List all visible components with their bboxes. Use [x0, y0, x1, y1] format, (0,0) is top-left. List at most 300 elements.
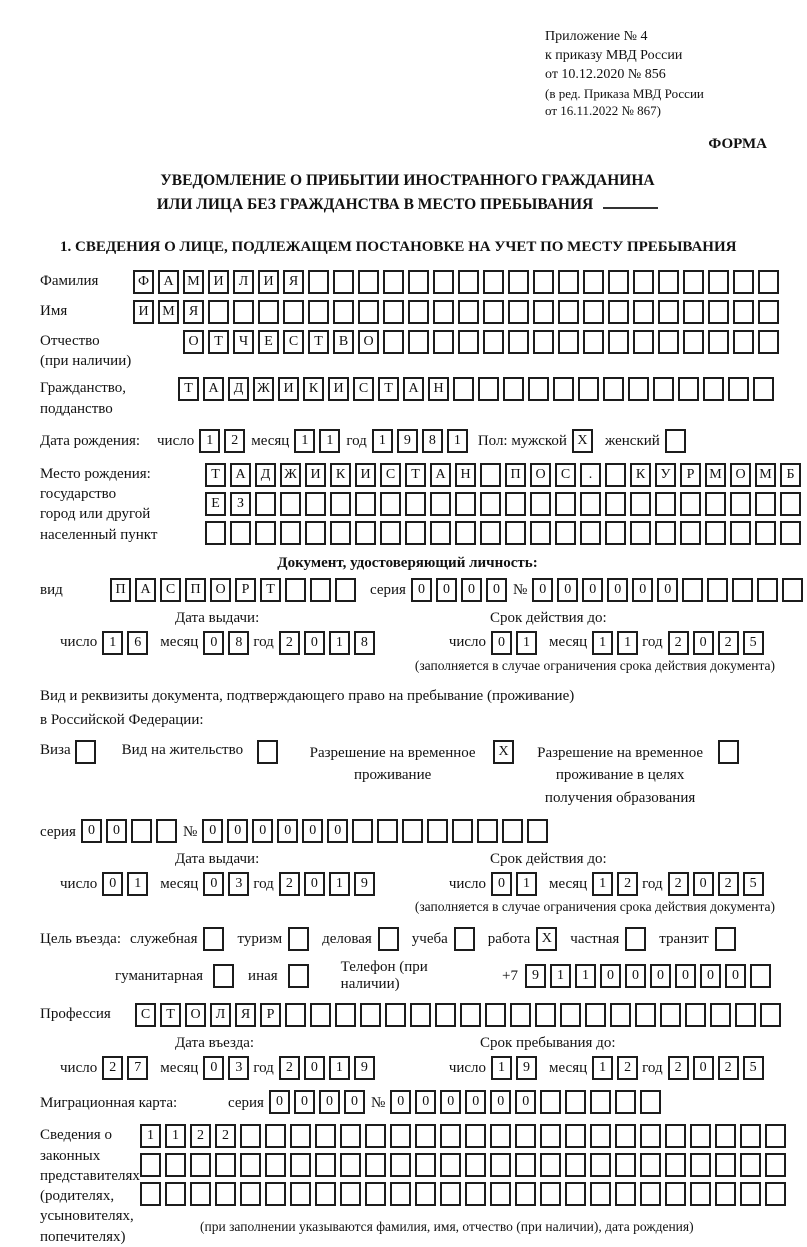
char-box[interactable]: Ч: [233, 330, 254, 354]
char-box[interactable]: [460, 1003, 481, 1027]
char-box[interactable]: [715, 927, 736, 951]
char-box[interactable]: [280, 521, 301, 545]
char-box[interactable]: О: [730, 463, 751, 487]
char-box[interactable]: [433, 330, 454, 354]
char-box[interactable]: 0: [700, 964, 721, 988]
char-box[interactable]: [505, 492, 526, 516]
char-box[interactable]: [380, 492, 401, 516]
char-box[interactable]: 0: [304, 872, 325, 896]
char-box[interactable]: [480, 463, 501, 487]
char-box[interactable]: [608, 270, 629, 294]
char-box[interactable]: [340, 1153, 361, 1177]
char-box[interactable]: 2: [617, 872, 638, 896]
char-box[interactable]: 0: [625, 964, 646, 988]
char-box[interactable]: 2: [718, 631, 739, 655]
char-box[interactable]: Т: [208, 330, 229, 354]
char-box[interactable]: [427, 819, 448, 843]
char-box[interactable]: 3: [228, 1056, 249, 1080]
char-box[interactable]: [608, 300, 629, 324]
char-box[interactable]: [740, 1124, 761, 1148]
char-box[interactable]: К: [330, 463, 351, 487]
char-box[interactable]: 1: [372, 429, 393, 453]
char-box[interactable]: 3: [228, 872, 249, 896]
char-box[interactable]: [383, 330, 404, 354]
char-box[interactable]: [265, 1124, 286, 1148]
char-box[interactable]: [683, 330, 704, 354]
char-box[interactable]: [540, 1182, 561, 1206]
char-box[interactable]: [583, 330, 604, 354]
char-box[interactable]: [758, 270, 779, 294]
char-box[interactable]: [683, 270, 704, 294]
char-box[interactable]: [583, 270, 604, 294]
char-box[interactable]: 2: [668, 631, 689, 655]
char-box[interactable]: [405, 521, 426, 545]
char-box[interactable]: [390, 1124, 411, 1148]
char-box[interactable]: 2: [668, 872, 689, 896]
char-box[interactable]: [308, 300, 329, 324]
char-box[interactable]: [735, 1003, 756, 1027]
char-box[interactable]: [565, 1153, 586, 1177]
char-box[interactable]: 2: [718, 872, 739, 896]
char-box[interactable]: 2: [668, 1056, 689, 1080]
char-box[interactable]: [140, 1153, 161, 1177]
char-box[interactable]: 0: [693, 631, 714, 655]
char-box[interactable]: [540, 1090, 561, 1114]
char-box[interactable]: 0: [515, 1090, 536, 1114]
char-box[interactable]: К: [630, 463, 651, 487]
char-box[interactable]: [330, 492, 351, 516]
char-box[interactable]: [285, 1003, 306, 1027]
char-box[interactable]: [490, 1124, 511, 1148]
char-box[interactable]: [718, 740, 739, 764]
char-box[interactable]: 2: [617, 1056, 638, 1080]
char-box[interactable]: 0: [294, 1090, 315, 1114]
char-box[interactable]: [665, 1153, 686, 1177]
char-box[interactable]: Ж: [280, 463, 301, 487]
char-box[interactable]: [283, 300, 304, 324]
char-box[interactable]: Н: [455, 463, 476, 487]
char-box[interactable]: [355, 492, 376, 516]
char-box[interactable]: 0: [81, 819, 102, 843]
char-box[interactable]: У: [655, 463, 676, 487]
char-box[interactable]: [415, 1124, 436, 1148]
char-box[interactable]: [131, 819, 152, 843]
char-box[interactable]: [690, 1124, 711, 1148]
char-box[interactable]: 1: [319, 429, 340, 453]
char-box[interactable]: 2: [190, 1124, 211, 1148]
char-box[interactable]: С: [555, 463, 576, 487]
char-box[interactable]: [285, 578, 306, 602]
char-box[interactable]: С: [135, 1003, 156, 1027]
char-box[interactable]: 0: [304, 631, 325, 655]
char-box[interactable]: С: [380, 463, 401, 487]
char-box[interactable]: 1: [329, 631, 350, 655]
char-box[interactable]: О: [210, 578, 231, 602]
char-box[interactable]: [733, 300, 754, 324]
char-box[interactable]: [415, 1182, 436, 1206]
char-box[interactable]: [365, 1182, 386, 1206]
char-box[interactable]: [408, 300, 429, 324]
char-box[interactable]: 2: [279, 872, 300, 896]
char-box[interactable]: Д: [228, 377, 249, 401]
char-box[interactable]: [140, 1182, 161, 1206]
char-box[interactable]: 0: [415, 1090, 436, 1114]
char-box[interactable]: Б: [780, 463, 801, 487]
char-box[interactable]: [658, 330, 679, 354]
char-box[interactable]: [685, 1003, 706, 1027]
char-box[interactable]: 9: [397, 429, 418, 453]
char-box[interactable]: [453, 377, 474, 401]
char-box[interactable]: [315, 1153, 336, 1177]
char-box[interactable]: [477, 819, 498, 843]
char-box[interactable]: П: [110, 578, 131, 602]
char-box[interactable]: 0: [491, 631, 512, 655]
char-box[interactable]: [505, 521, 526, 545]
char-box[interactable]: [288, 927, 309, 951]
char-box[interactable]: [765, 1153, 786, 1177]
char-box[interactable]: [558, 270, 579, 294]
char-box[interactable]: [732, 578, 753, 602]
char-box[interactable]: [465, 1153, 486, 1177]
char-box[interactable]: [502, 819, 523, 843]
char-box[interactable]: С: [283, 330, 304, 354]
char-box[interactable]: П: [185, 578, 206, 602]
char-box[interactable]: 0: [304, 1056, 325, 1080]
char-box[interactable]: [585, 1003, 606, 1027]
char-box[interactable]: [452, 819, 473, 843]
char-box[interactable]: 0: [203, 1056, 224, 1080]
char-box[interactable]: [480, 492, 501, 516]
char-box[interactable]: [635, 1003, 656, 1027]
char-box[interactable]: С: [353, 377, 374, 401]
char-box[interactable]: 2: [279, 631, 300, 655]
char-box[interactable]: [590, 1090, 611, 1114]
char-box[interactable]: [633, 270, 654, 294]
char-box[interactable]: X: [493, 740, 514, 764]
char-box[interactable]: [565, 1182, 586, 1206]
char-box[interactable]: [715, 1182, 736, 1206]
char-box[interactable]: 0: [102, 872, 123, 896]
char-box[interactable]: [280, 492, 301, 516]
char-box[interactable]: 0: [486, 578, 507, 602]
char-box[interactable]: [480, 521, 501, 545]
char-box[interactable]: 1: [329, 1056, 350, 1080]
char-box[interactable]: [682, 578, 703, 602]
char-box[interactable]: [478, 377, 499, 401]
char-box[interactable]: [715, 1124, 736, 1148]
char-box[interactable]: [352, 819, 373, 843]
char-box[interactable]: 6: [127, 631, 148, 655]
char-box[interactable]: С: [160, 578, 181, 602]
char-box[interactable]: [383, 300, 404, 324]
char-box[interactable]: [265, 1153, 286, 1177]
char-box[interactable]: [655, 492, 676, 516]
char-box[interactable]: [165, 1153, 186, 1177]
char-box[interactable]: [458, 270, 479, 294]
char-box[interactable]: [508, 300, 529, 324]
char-box[interactable]: [465, 1124, 486, 1148]
char-box[interactable]: [430, 521, 451, 545]
char-box[interactable]: [510, 1003, 531, 1027]
char-box[interactable]: 1: [329, 872, 350, 896]
char-box[interactable]: М: [183, 270, 204, 294]
char-box[interactable]: [383, 270, 404, 294]
char-box[interactable]: 0: [657, 578, 678, 602]
char-box[interactable]: [290, 1124, 311, 1148]
char-box[interactable]: [710, 1003, 731, 1027]
char-box[interactable]: 0: [319, 1090, 340, 1114]
char-box[interactable]: [733, 270, 754, 294]
char-box[interactable]: 0: [465, 1090, 486, 1114]
char-box[interactable]: [310, 1003, 331, 1027]
char-box[interactable]: А: [203, 377, 224, 401]
char-box[interactable]: [458, 300, 479, 324]
char-box[interactable]: [780, 492, 801, 516]
char-box[interactable]: Ф: [133, 270, 154, 294]
char-box[interactable]: 1: [550, 964, 571, 988]
char-box[interactable]: Т: [260, 578, 281, 602]
char-box[interactable]: [408, 330, 429, 354]
char-box[interactable]: [680, 492, 701, 516]
char-box[interactable]: [233, 300, 254, 324]
char-box[interactable]: [558, 300, 579, 324]
char-box[interactable]: [565, 1090, 586, 1114]
char-box[interactable]: [405, 492, 426, 516]
char-box[interactable]: [615, 1153, 636, 1177]
char-box[interactable]: М: [705, 463, 726, 487]
char-box[interactable]: [608, 330, 629, 354]
char-box[interactable]: В: [333, 330, 354, 354]
char-box[interactable]: [378, 927, 399, 951]
char-box[interactable]: [660, 1003, 681, 1027]
char-box[interactable]: Т: [378, 377, 399, 401]
char-box[interactable]: [757, 578, 778, 602]
char-box[interactable]: [530, 492, 551, 516]
char-box[interactable]: М: [158, 300, 179, 324]
char-box[interactable]: [433, 300, 454, 324]
char-box[interactable]: 9: [354, 1056, 375, 1080]
char-box[interactable]: [255, 492, 276, 516]
char-box[interactable]: [290, 1153, 311, 1177]
char-box[interactable]: [454, 927, 475, 951]
char-box[interactable]: [240, 1153, 261, 1177]
char-box[interactable]: [558, 330, 579, 354]
char-box[interactable]: 1: [294, 429, 315, 453]
char-box[interactable]: Е: [258, 330, 279, 354]
char-box[interactable]: [580, 521, 601, 545]
char-box[interactable]: [305, 521, 326, 545]
char-box[interactable]: [628, 377, 649, 401]
char-box[interactable]: [653, 377, 674, 401]
char-box[interactable]: [515, 1182, 536, 1206]
char-box[interactable]: [305, 492, 326, 516]
char-box[interactable]: [533, 330, 554, 354]
char-box[interactable]: 2: [215, 1124, 236, 1148]
char-box[interactable]: 0: [693, 872, 714, 896]
char-box[interactable]: [508, 330, 529, 354]
char-box[interactable]: [755, 521, 776, 545]
char-box[interactable]: И: [278, 377, 299, 401]
char-box[interactable]: Р: [680, 463, 701, 487]
char-box[interactable]: [708, 300, 729, 324]
char-box[interactable]: Т: [178, 377, 199, 401]
char-box[interactable]: 1: [592, 631, 613, 655]
char-box[interactable]: [578, 377, 599, 401]
char-box[interactable]: [665, 1124, 686, 1148]
char-box[interactable]: 0: [532, 578, 553, 602]
char-box[interactable]: [265, 1182, 286, 1206]
char-box[interactable]: [290, 1182, 311, 1206]
char-box[interactable]: [390, 1182, 411, 1206]
char-box[interactable]: [490, 1182, 511, 1206]
char-box[interactable]: [385, 1003, 406, 1027]
char-box[interactable]: 0: [327, 819, 348, 843]
char-box[interactable]: [605, 492, 626, 516]
char-box[interactable]: И: [208, 270, 229, 294]
char-box[interactable]: Т: [405, 463, 426, 487]
char-box[interactable]: [740, 1182, 761, 1206]
char-box[interactable]: 1: [617, 631, 638, 655]
char-box[interactable]: [465, 1182, 486, 1206]
char-box[interactable]: 1: [575, 964, 596, 988]
char-box[interactable]: [515, 1153, 536, 1177]
char-box[interactable]: [633, 330, 654, 354]
char-box[interactable]: [410, 1003, 431, 1027]
char-box[interactable]: 0: [490, 1090, 511, 1114]
char-box[interactable]: [433, 270, 454, 294]
char-box[interactable]: [215, 1153, 236, 1177]
char-box[interactable]: [758, 300, 779, 324]
char-box[interactable]: [503, 377, 524, 401]
char-box[interactable]: 5: [743, 872, 764, 896]
char-box[interactable]: А: [430, 463, 451, 487]
char-box[interactable]: Р: [235, 578, 256, 602]
char-box[interactable]: И: [328, 377, 349, 401]
char-box[interactable]: [240, 1124, 261, 1148]
char-box[interactable]: И: [133, 300, 154, 324]
char-box[interactable]: [615, 1090, 636, 1114]
char-box[interactable]: [708, 330, 729, 354]
char-box[interactable]: [335, 1003, 356, 1027]
char-box[interactable]: [750, 964, 771, 988]
char-box[interactable]: [483, 300, 504, 324]
char-box[interactable]: [703, 377, 724, 401]
char-box[interactable]: [625, 927, 646, 951]
char-box[interactable]: [380, 521, 401, 545]
char-box[interactable]: А: [158, 270, 179, 294]
char-box[interactable]: 0: [344, 1090, 365, 1114]
char-box[interactable]: 1: [199, 429, 220, 453]
char-box[interactable]: 0: [411, 578, 432, 602]
char-box[interactable]: 0: [693, 1056, 714, 1080]
char-box[interactable]: [733, 330, 754, 354]
char-box[interactable]: И: [355, 463, 376, 487]
char-box[interactable]: [485, 1003, 506, 1027]
char-box[interactable]: 0: [302, 819, 323, 843]
char-box[interactable]: [633, 300, 654, 324]
char-box[interactable]: 1: [165, 1124, 186, 1148]
char-box[interactable]: [583, 300, 604, 324]
char-box[interactable]: [753, 377, 774, 401]
char-box[interactable]: [257, 740, 278, 764]
char-box[interactable]: 0: [252, 819, 273, 843]
char-box[interactable]: О: [185, 1003, 206, 1027]
char-box[interactable]: [165, 1182, 186, 1206]
char-box[interactable]: [355, 521, 376, 545]
char-box[interactable]: [533, 270, 554, 294]
char-box[interactable]: 1: [491, 1056, 512, 1080]
char-box[interactable]: [360, 1003, 381, 1027]
char-box[interactable]: [740, 1153, 761, 1177]
char-box[interactable]: 0: [390, 1090, 411, 1114]
char-box[interactable]: [258, 300, 279, 324]
char-box[interactable]: [603, 377, 624, 401]
char-box[interactable]: К: [303, 377, 324, 401]
char-box[interactable]: [208, 300, 229, 324]
char-box[interactable]: 8: [228, 631, 249, 655]
char-box[interactable]: [203, 927, 224, 951]
char-box[interactable]: О: [358, 330, 379, 354]
char-box[interactable]: 0: [650, 964, 671, 988]
char-box[interactable]: [440, 1182, 461, 1206]
char-box[interactable]: 0: [461, 578, 482, 602]
char-box[interactable]: 8: [422, 429, 443, 453]
char-box[interactable]: [528, 377, 549, 401]
char-box[interactable]: Я: [283, 270, 304, 294]
char-box[interactable]: [730, 521, 751, 545]
char-box[interactable]: [215, 1182, 236, 1206]
char-box[interactable]: [665, 429, 686, 453]
char-box[interactable]: [555, 521, 576, 545]
char-box[interactable]: 0: [277, 819, 298, 843]
char-box[interactable]: [728, 377, 749, 401]
char-box[interactable]: [610, 1003, 631, 1027]
char-box[interactable]: [630, 492, 651, 516]
char-box[interactable]: [630, 521, 651, 545]
char-box[interactable]: [440, 1153, 461, 1177]
char-box[interactable]: 9: [516, 1056, 537, 1080]
char-box[interactable]: 1: [592, 872, 613, 896]
char-box[interactable]: [678, 377, 699, 401]
char-box[interactable]: О: [530, 463, 551, 487]
char-box[interactable]: [455, 492, 476, 516]
char-box[interactable]: 1: [516, 872, 537, 896]
char-box[interactable]: Я: [183, 300, 204, 324]
char-box[interactable]: [455, 521, 476, 545]
char-box[interactable]: [730, 492, 751, 516]
char-box[interactable]: [680, 521, 701, 545]
char-box[interactable]: [402, 819, 423, 843]
char-box[interactable]: [565, 1124, 586, 1148]
char-box[interactable]: [288, 964, 309, 988]
char-box[interactable]: Т: [308, 330, 329, 354]
char-box[interactable]: 0: [227, 819, 248, 843]
char-box[interactable]: [782, 578, 803, 602]
char-box[interactable]: А: [230, 463, 251, 487]
char-box[interactable]: 0: [491, 872, 512, 896]
char-box[interactable]: Е: [205, 492, 226, 516]
char-box[interactable]: [715, 1153, 736, 1177]
char-box[interactable]: [658, 300, 679, 324]
char-box[interactable]: [658, 270, 679, 294]
char-box[interactable]: [508, 270, 529, 294]
char-box[interactable]: Я: [235, 1003, 256, 1027]
char-box[interactable]: 0: [203, 872, 224, 896]
char-box[interactable]: [340, 1124, 361, 1148]
char-box[interactable]: [755, 492, 776, 516]
char-box[interactable]: [590, 1124, 611, 1148]
char-box[interactable]: 0: [607, 578, 628, 602]
